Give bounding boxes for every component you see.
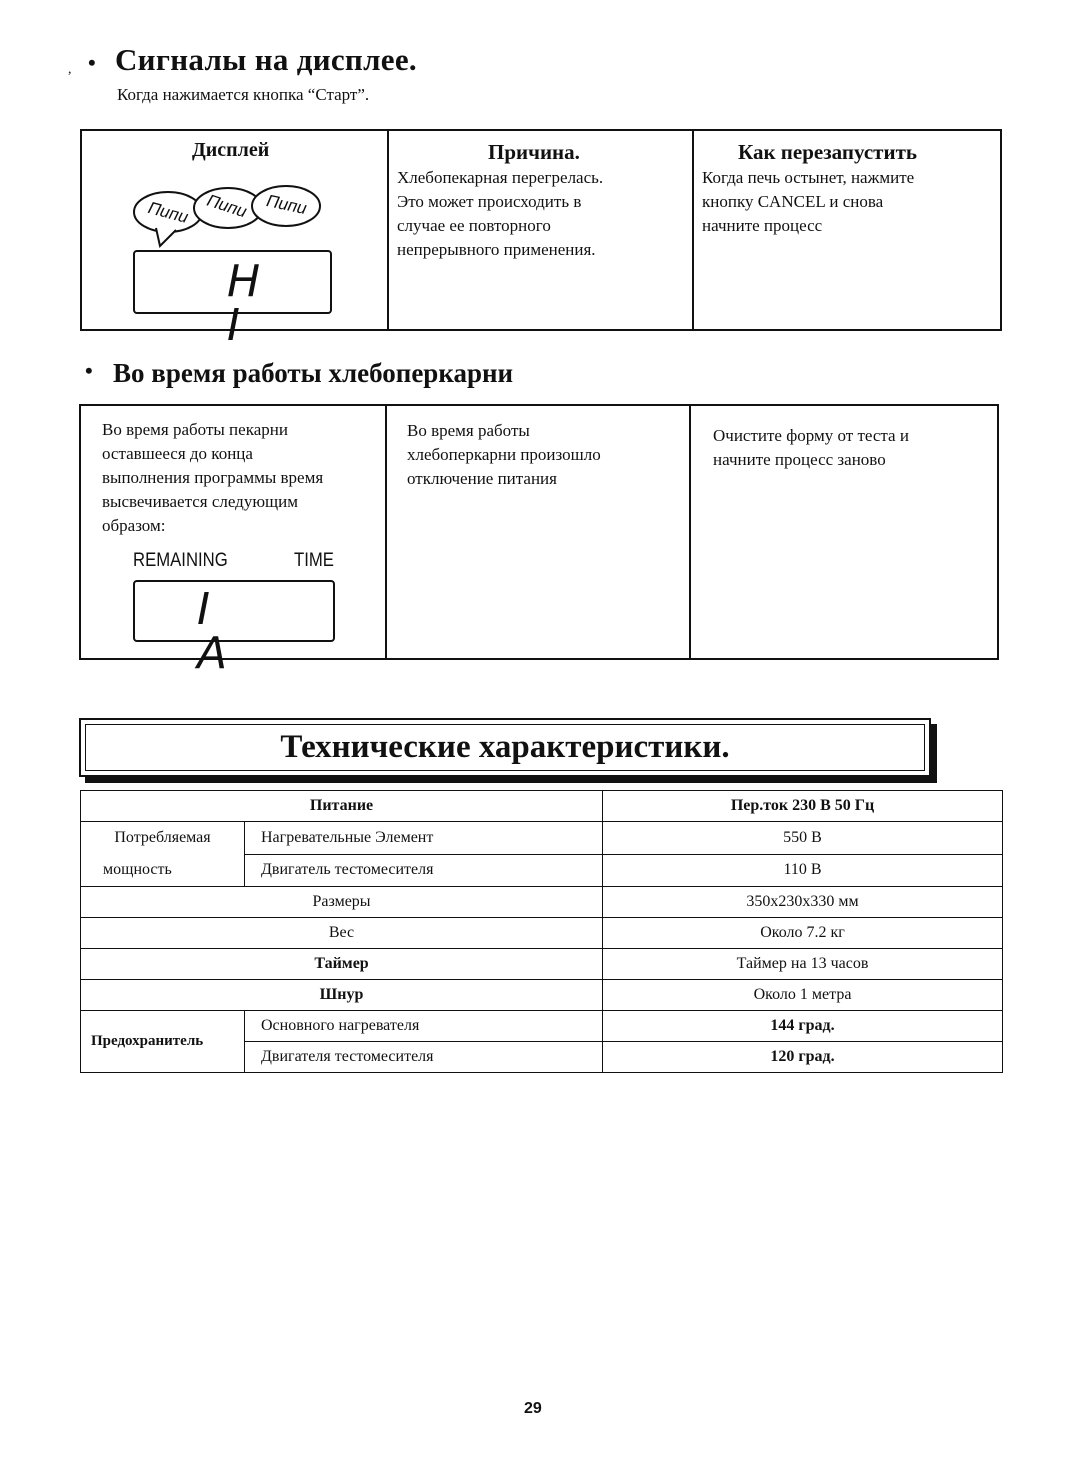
spec-value: Около 1 метра	[603, 980, 1003, 1011]
restart-line: начните процесс	[702, 216, 823, 235]
specs-title: Технические характеристики.	[280, 729, 730, 765]
spec-value: 350x230x330 мм	[603, 887, 1003, 918]
page-number: 29	[524, 1400, 542, 1417]
cause-line: Это может происходить в	[397, 192, 582, 211]
cause-line: Хлебопекарная перегрелась.	[397, 168, 604, 187]
table-row	[81, 980, 1003, 1011]
restart-line: Очистите форму от теста и	[713, 426, 909, 445]
spec-label: Нагревательные Элемент	[245, 822, 603, 855]
restart-line: Когда печь остынет, нажмите	[702, 168, 915, 187]
cause-line: непрерывного применения.	[397, 240, 596, 259]
specs-table	[80, 790, 1003, 1073]
lcd-display-h1	[133, 250, 332, 351]
table-row	[81, 918, 1003, 949]
spec-value: Таймер на 13 часов	[603, 949, 1003, 980]
operation-restart-text	[713, 424, 993, 472]
cause-line: Во время работы	[407, 421, 530, 440]
restart-header: Как перезапустить	[738, 140, 917, 164]
section1-title: Сигналы на дисплее.	[115, 42, 417, 77]
spec-label: Шнур	[81, 980, 603, 1011]
beep-bubbles	[130, 182, 345, 252]
cause-line: случае ее повторного	[397, 216, 551, 235]
spec-label: Питание	[81, 791, 603, 822]
fuse-label: Предохранитель	[81, 1011, 245, 1073]
restart-line: кнопку CANCEL и снова	[702, 192, 884, 211]
section1-subtitle: Когда нажимается кнопка “Старт”.	[117, 85, 370, 104]
lcd-readout: I A	[197, 584, 268, 679]
bullet-icon: •	[85, 358, 93, 383]
spec-value: Пер.ток 230 В 50 Гц	[603, 791, 1003, 822]
table-row	[81, 887, 1003, 918]
cause-line: хлебоперкарни произошло	[407, 445, 601, 464]
table-row	[81, 822, 1003, 855]
cause-header: Причина.	[488, 140, 580, 164]
cause-text	[397, 166, 682, 262]
stray-mark: ,	[68, 62, 72, 77]
beep-label-2: Пипи	[204, 190, 250, 222]
remaining-label: REMAINING	[133, 550, 228, 571]
section2-title: Во время работы хлебоперкарни	[113, 358, 514, 388]
display-line: выполнения программы время	[102, 468, 324, 487]
bullet-icon: •	[88, 50, 96, 75]
display-line: образом:	[102, 516, 166, 535]
operation-display-text	[102, 418, 382, 538]
cause-line: отключение питания	[407, 469, 557, 488]
spec-label: Двигатель тестомесителя	[245, 854, 603, 887]
time-label: TIME	[294, 550, 334, 571]
spec-label: Основного нагревателя	[245, 1011, 603, 1042]
lcd-display-remaining	[133, 580, 335, 679]
spec-value: 110 В	[603, 854, 1003, 887]
spec-label: Двигателя тестомесителя	[245, 1042, 603, 1073]
spec-value: 144 град.	[603, 1011, 1003, 1042]
beep-label-3: Пипи	[264, 191, 309, 219]
display-header: Дисплей	[192, 139, 270, 161]
table-row	[81, 791, 1003, 822]
display-line: высвечивается следующим	[102, 492, 298, 511]
spec-label: Размеры	[81, 887, 603, 918]
operation-cause-text	[407, 419, 682, 491]
table-row	[81, 1011, 1003, 1042]
spec-value: 550 В	[603, 822, 1003, 855]
display-line: Во время работы пекарни	[102, 420, 288, 439]
beep-label-1: Пипи	[146, 198, 191, 227]
display-line: оставшееся до конца	[102, 444, 253, 463]
consumption-label	[81, 822, 245, 887]
spec-value: Около 7.2 кг	[603, 918, 1003, 949]
consumption-label-line: Потребляемая	[114, 829, 211, 846]
restart-line: начните процесс заново	[713, 450, 886, 469]
lcd-readout: H I	[227, 256, 285, 351]
restart-text	[702, 166, 992, 238]
spec-value: 120 град.	[603, 1042, 1003, 1073]
table-row	[81, 949, 1003, 980]
specs-title-box	[79, 718, 931, 777]
spec-label: Таймер	[81, 949, 603, 980]
spec-label: Вес	[81, 918, 603, 949]
consumption-label-line: мощность	[103, 861, 172, 878]
